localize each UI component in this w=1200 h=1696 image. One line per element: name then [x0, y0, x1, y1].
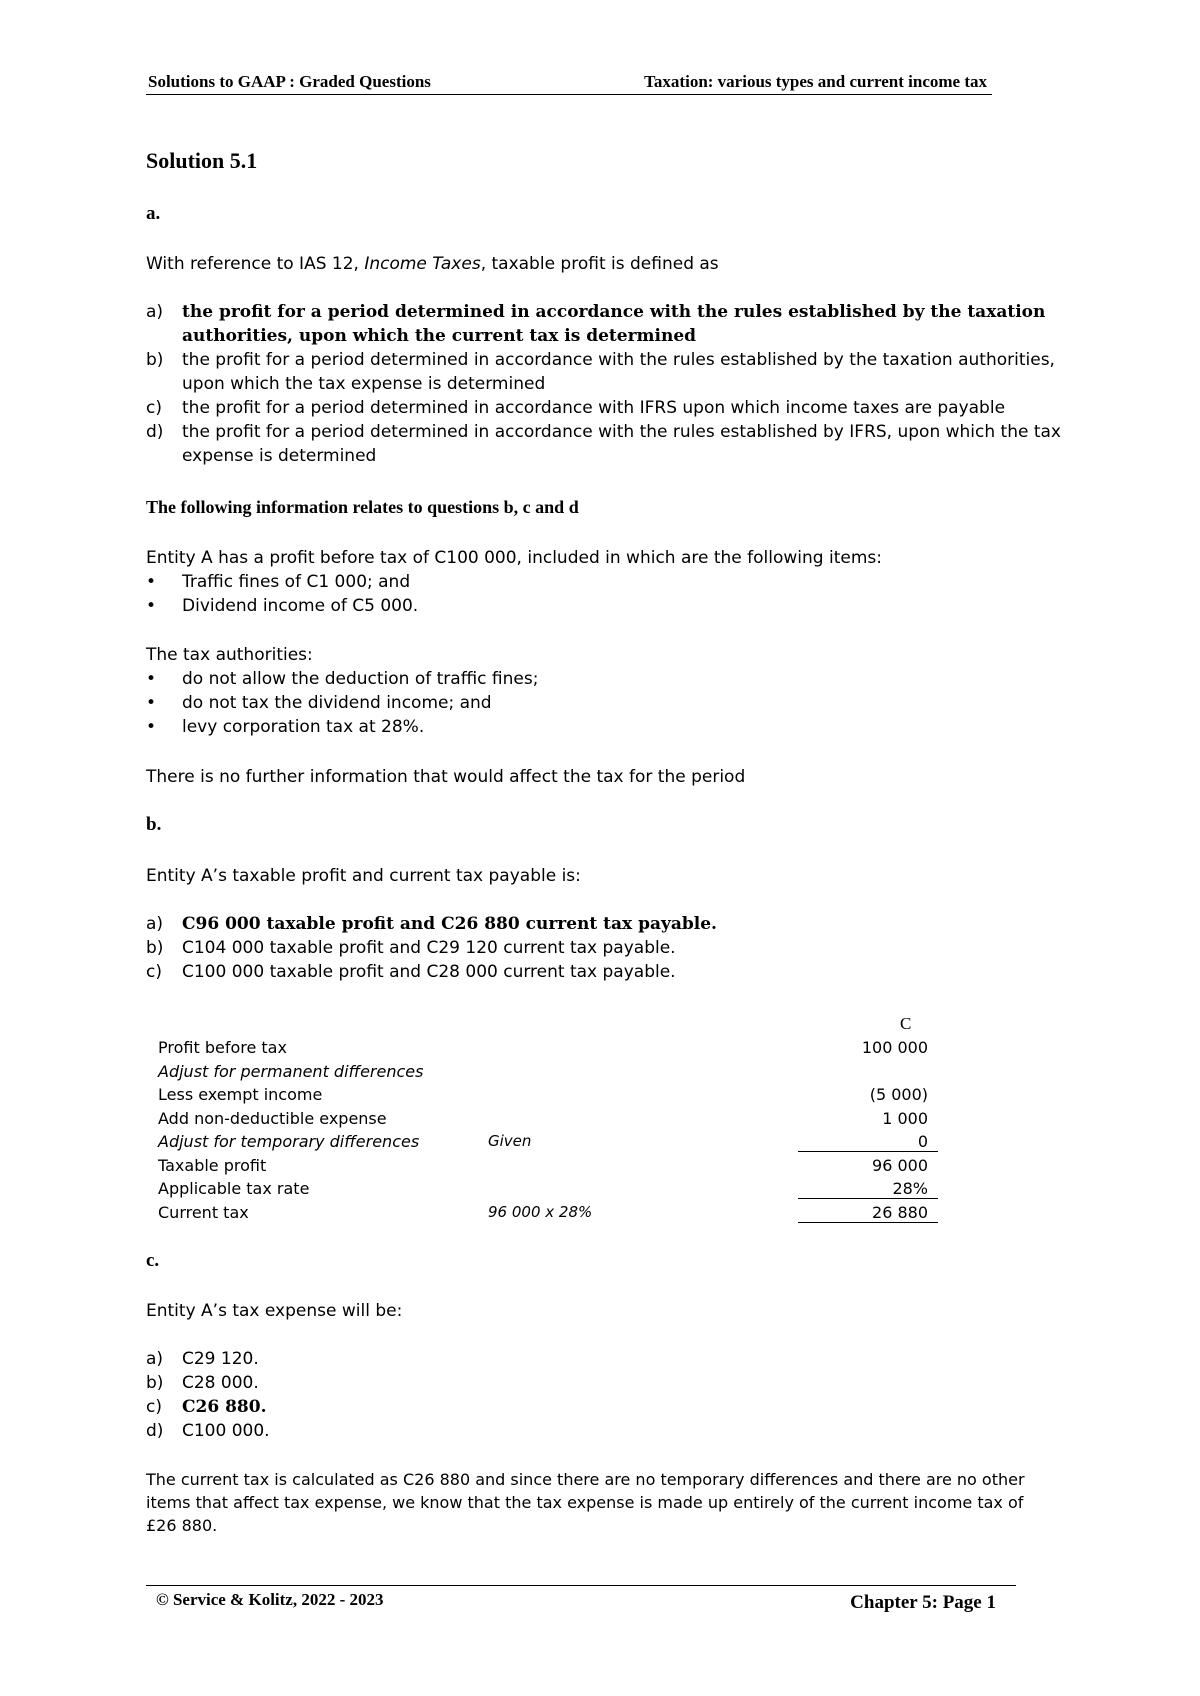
- section-a-label: a.: [146, 203, 161, 224]
- list-item: • Dividend income of C5 000.: [146, 596, 419, 616]
- calc-column-header: C: [900, 1014, 912, 1033]
- option-d: d) the profit for a period determined in accordance with the rules established by IFRS, upon which the tax expense is determined: [146, 422, 1061, 466]
- info-tax-authorities: The tax authorities: • do not allow the deduction of traffic fines; • do not tax the dividend income; and • levy corporation tax at 28%.: [146, 643, 1066, 739]
- option-c: c) C26 880.: [146, 1397, 267, 1417]
- table-row: Add non-deductible expense 1 000: [158, 1108, 928, 1128]
- option-d: d) C100 000.: [146, 1421, 270, 1441]
- section-c-options: [146, 1347, 1066, 1443]
- section-b-options: [146, 912, 1066, 984]
- header-left: Solutions to GAAP : Graded Questions: [148, 72, 431, 91]
- section-a-intro: With reference to IAS 12, Income Taxes, taxable profit is defined as: [146, 254, 719, 274]
- table-row: Less exempt income (5 000): [158, 1085, 928, 1104]
- section-c-explanation: The current tax is calculated as C26 880 and since there are no temporary differences and there are no other items that affect tax expense, we know that the tax expense is made up entirely of the current income tax of £26 880.: [146, 1470, 1025, 1535]
- table-row: Profit before tax 100 000: [158, 1038, 928, 1057]
- table-row: Adjust for permanent differences: [158, 1061, 424, 1081]
- section-b-label: b.: [146, 814, 162, 835]
- list-item: • Traffic fines of C1 000; and: [146, 572, 411, 592]
- table-row: Applicable tax rate 28%: [158, 1177, 978, 1201]
- table-row: Adjust for temporary differences Given 0: [158, 1130, 978, 1154]
- option-c: c) the profit for a period determined in accordance with IFRS upon which income taxes are payable: [146, 398, 1006, 418]
- option-b: b) C104 000 taxable profit and C29 120 current tax payable.: [146, 938, 676, 958]
- page-header: [146, 68, 992, 95]
- header-right: Taxation: various types and current income tax: [644, 72, 987, 91]
- option-b: b) the profit for a period determined in accordance with the rules established by the taxation authorities, upon which the tax expense is determined: [146, 350, 1055, 394]
- info-no-further: There is no further information that would affect the tax for the period: [146, 767, 746, 787]
- section-b-question: Entity A’s taxable profit and current tax payable is:: [146, 866, 581, 886]
- section-c-question: Entity A’s tax expense will be:: [146, 1301, 403, 1321]
- table-row: Taxable profit 96 000: [158, 1155, 928, 1175]
- option-a: a) C96 000 taxable profit and C26 880 current tax payable.: [146, 914, 717, 934]
- list-item: • levy corporation tax at 28%.: [146, 717, 425, 737]
- page-footer: [146, 1585, 1016, 1613]
- list-item: • do not tax the dividend income; and: [146, 693, 492, 713]
- option-a: a) C29 120.: [146, 1349, 259, 1369]
- section-a-options: [146, 300, 1066, 468]
- info-heading: The following information relates to questions b, c and d: [146, 497, 579, 517]
- solution-title: Solution 5.1: [146, 148, 258, 173]
- option-a: a) the profit for a period determined in accordance with the rules established by the taxation authorities, upon which the current tax is determined: [146, 302, 1046, 346]
- footer-copyright: © Service & Kolitz, 2022 - 2023: [156, 1590, 384, 1609]
- option-c: c) C100 000 taxable profit and C28 000 current tax payable.: [146, 962, 676, 982]
- table-row: Current tax 96 000 x 28% 26 880: [158, 1201, 978, 1225]
- section-c-label: c.: [146, 1250, 160, 1271]
- option-b: b) C28 000.: [146, 1373, 259, 1393]
- footer-page-number: Chapter 5: Page 1: [850, 1592, 996, 1613]
- calc-table: [158, 1036, 978, 1224]
- info-entity: Entity A has a profit before tax of C100 000, included in which are the following items: • Traffic fines of C1 000; and • Dividend income of C5 000.: [146, 546, 1066, 618]
- list-item: • do not allow the deduction of traffic fines;: [146, 669, 539, 689]
